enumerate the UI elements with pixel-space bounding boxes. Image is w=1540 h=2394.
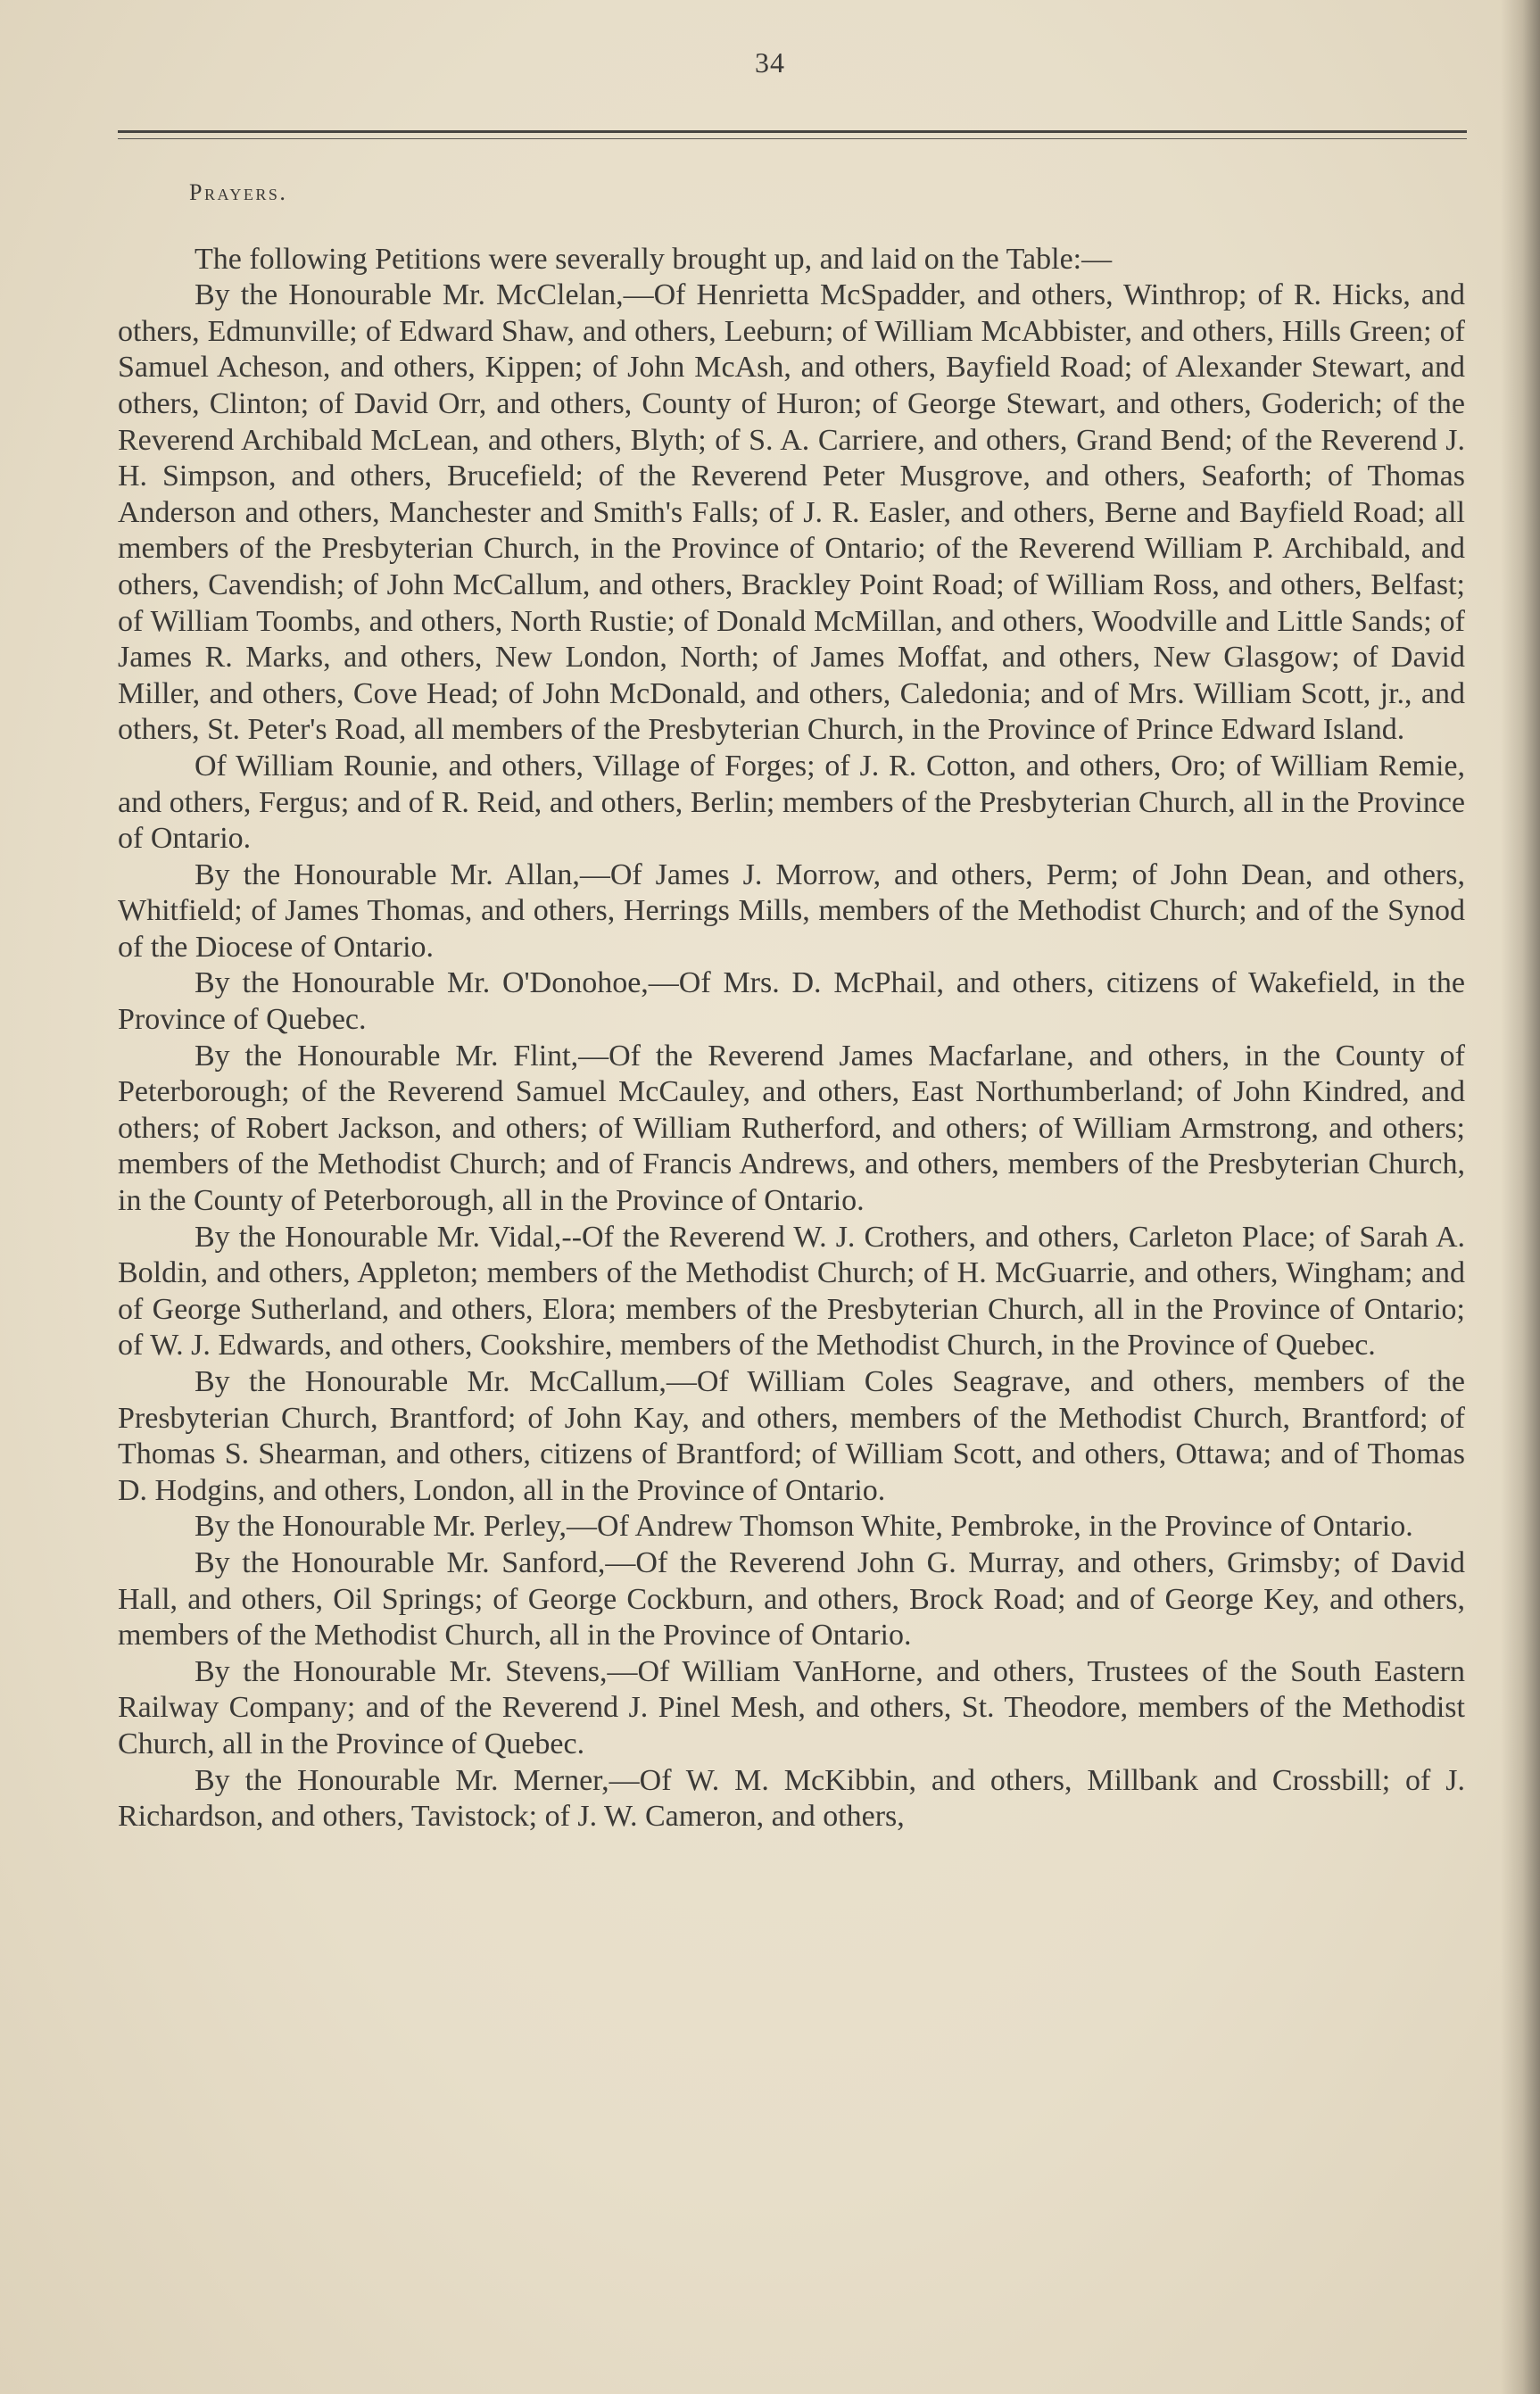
header-rule-thin: [118, 138, 1467, 139]
paragraph-intro: The following Petitions were severally brought up, and laid on the Table:—: [195, 242, 1113, 276]
page-number: 34: [755, 46, 785, 79]
paragraph-vidal: By the Honourable Mr. Vidal,--Of the Reverend W. J. Crothers, and others, Carleton Place; of Sarah A. Boldin, and others, Appleton; members of the Methodist Church; of H. McGuarrie, and others, Wingham; and of George Sutherland, and others, Elora; members of the Presbyterian Church, all in the Province of Ontario; of W. J. Edwards, and others, Cookshire, members of the Methodist Church, in the Province of Quebec.: [118, 1220, 1465, 1363]
paragraph-merner: By the Honourable Mr. Merner,—Of W. M. McKibbin, and others, Millbank and Crossbill; of J. Richardson, and others, Tavistock; of J. W. Cameron, and others,: [118, 1763, 1465, 1834]
paragraph-sanford: By the Honourable Mr. Sanford,—Of the Reverend John G. Murray, and others, Grimsby; of David Hall, and others, Oil Springs; of George Cockburn, and others, Brock Road; and of George Key, and others, members of the Methodist Church, all in the Province of Ontario.: [118, 1545, 1465, 1653]
paragraph-stevens: By the Honourable Mr. Stevens,—Of William VanHorne, and others, Trustees of the South Eastern Railway Company; and of the Reverend J. Pinel Mesh, and others, St. Theodore, members of the Methodist Church, all in the Province of Quebec.: [118, 1654, 1465, 1760]
paragraph-mccallum: By the Honourable Mr. McCallum,—Of William Coles Seagrave, and others, members of the Presbyterian Church, Brantford; of John Kay, and others, members of the Methodist Church, Brantford; of Thomas S. Shearman, and others, citizens of Brantford; of William Scott, and others, Ottawa; and of Thomas D. Hodgins, and others, London, all in the Province of Ontario.: [118, 1365, 1465, 1507]
binding-shadow: [1501, 0, 1540, 2394]
header-rule-thick: [118, 130, 1467, 133]
paragraph-flint: By the Honourable Mr. Flint,—Of the Reverend James Macfarlane, and others, in the County of Peterborough; of the Reverend Samuel McCauley, and others, East Northumberland; of John Kindred, and others; of Robert Jackson, and others; of William Rutherford, and others; of William Armstrong, and others; members of the Methodist Church; and of Francis Andrews, and others, members of the Presbyterian Church, in the County of Peterborough, all in the Province of Ontario.: [118, 1039, 1465, 1218]
body-text: [118, 175, 1465, 1835]
section-heading: Prayers.: [189, 179, 288, 205]
paragraph-allan: By the Honourable Mr. Allan,—Of James J. Morrow, and others, Perm; of John Dean, and others, Whitfield; of James Thomas, and others, Herrings Mills, members of the Methodist Church; and of the Synod of the Diocese of Ontario.: [118, 857, 1465, 964]
paragraph-rounie: Of William Rounie, and others, Village of Forges; of J. R. Cotton, and others, Oro; of William Remie, and others, Fergus; and of R. Reid, and others, Berlin; members of the Presbyterian Church, all in the Province of Ontario.: [118, 749, 1465, 856]
paragraph-odonohoe: By the Honourable Mr. O'Donohoe,—Of Mrs. D. McPhail, and others, citizens of Wakefield, in the Province of Quebec.: [118, 966, 1465, 1037]
paragraph-perley: By the Honourable Mr. Perley,—Of Andrew Thomson White, Pembroke, in the Province of Ontario.: [195, 1510, 1413, 1544]
paragraph-mcclelan: By the Honourable Mr. McClelan,—Of Henrietta McSpadder, and others, Winthrop; of R. Hicks, and others, Edmunville; of Edward Shaw, and others, Leeburn; of William McAbbister, and others, Hills Green; of Samuel Acheson, and others, Kippen; of John McAsh, and others, Bayfield Road; of Alexander Stewart, and others, Clinton; of David Orr, and others, County of Huron; of George Stewart, and others, Goderich; of the Reverend Archibald McLean, and others, Blyth; of S. A. Carriere, and others, Grand Bend; of the Reverend J. H. Simpson, and others, Brucefield; of the Reverend Peter Musgrove, and others, Seaforth; of Thomas Anderson and others, Manchester and Smith's Falls; of J. R. Easler, and others, Berne and Bayfield Road; all members of the Presbyterian Church, in the Province of Ontario; of the Reverend William P. Archibald, and others, Cavendish; of John McCallum, and others, Brackley Point Road; of William Ross, and others, Belfast; of William Toombs, and others, North Rustie; of Donald McMillan, and others, Woodville and Little Sands; of James R. Marks, and others, New London, North; of James Moffat, and others, New Glasgow; of David Miller, and others, Cove Head; of John McDonald, and others, Caledonia; and of Mrs. William Scott, jr., and others, St. Peter's Road, all members of the Presbyterian Church, in the Province of Prince Edward Island.: [118, 278, 1465, 747]
